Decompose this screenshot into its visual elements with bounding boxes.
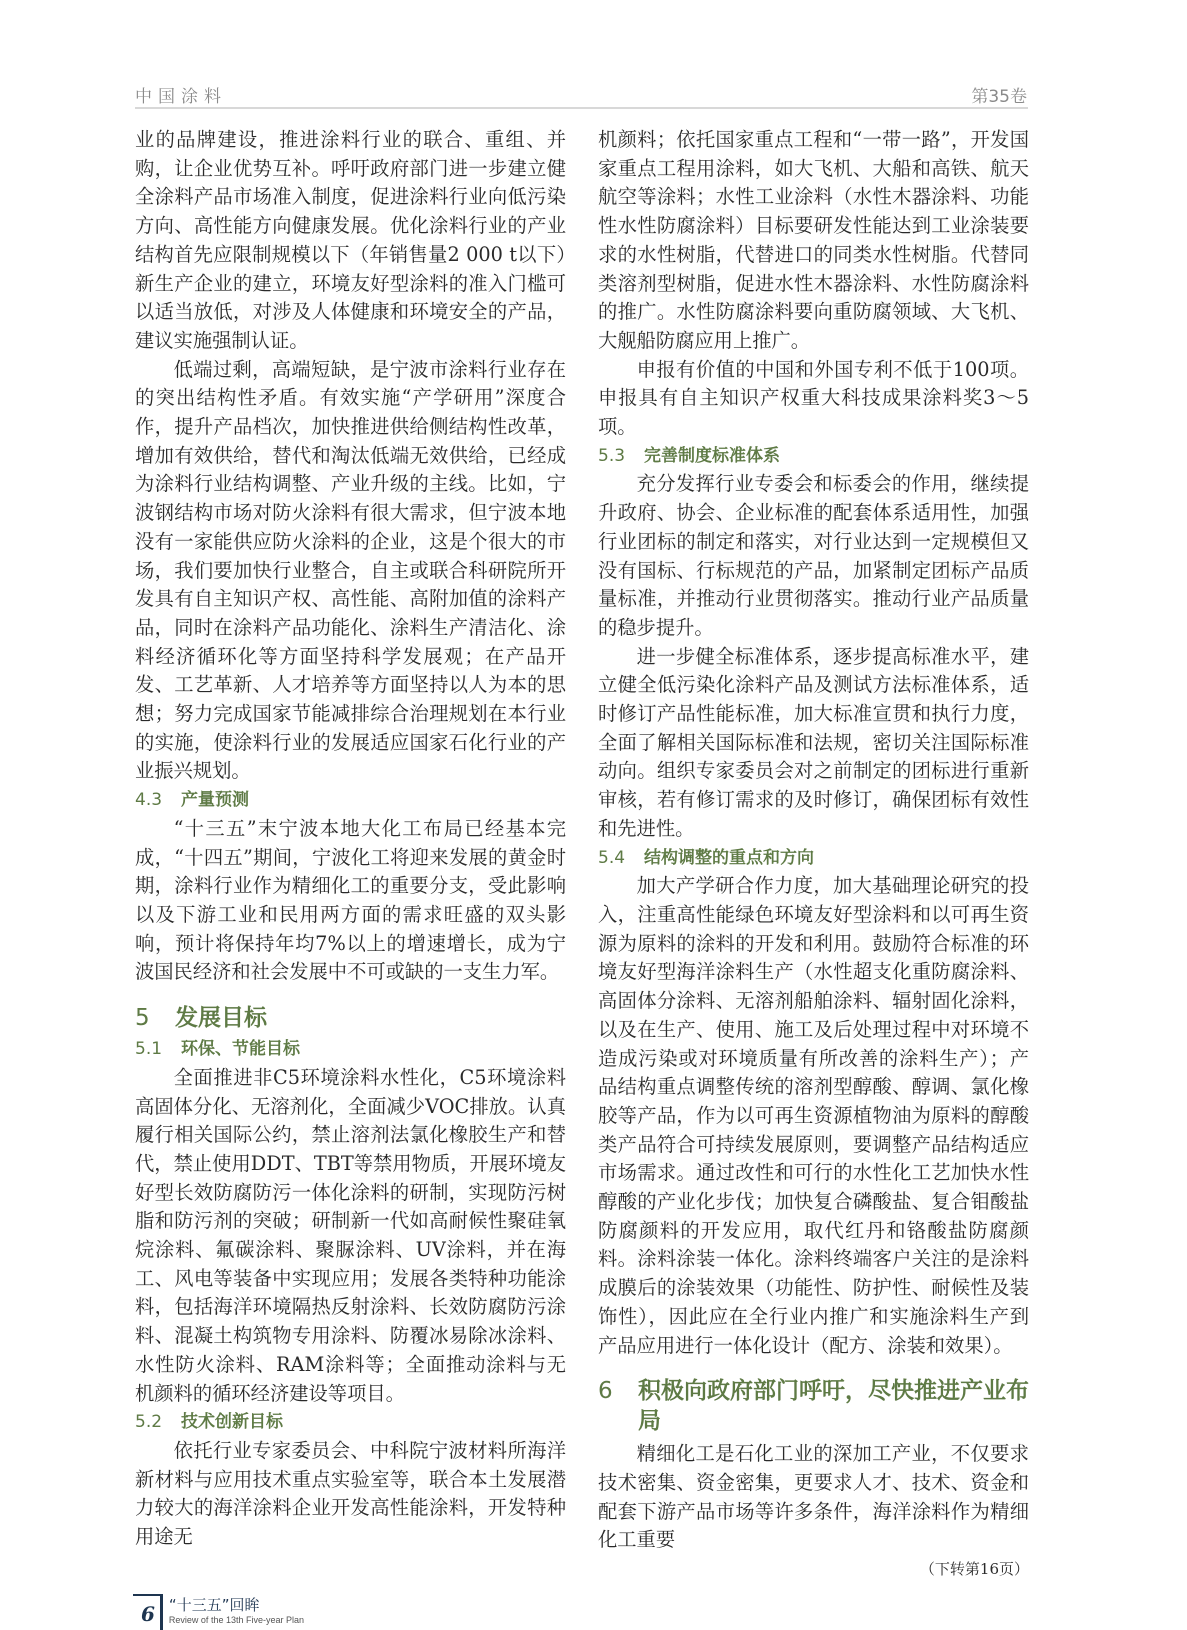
section-title: 积极向政府部门呼吁，尽快推进产业布局 xyxy=(638,1378,1029,1435)
section-heading-6 xyxy=(598,1376,1029,1436)
journal-name: 中国涂料 xyxy=(135,87,227,107)
section-title: 发展目标 xyxy=(175,1005,267,1032)
paragraph: 申报有价值的中国和外国专利不低于100项。申报具有自主知识产权重大科技成果涂料奖3～5项。 xyxy=(598,357,1029,439)
section-number: 5 xyxy=(135,1005,150,1032)
section-title: 技术创新目标 xyxy=(181,1412,283,1433)
page-footer xyxy=(133,1594,304,1630)
subsection-heading-4-3 xyxy=(135,786,566,815)
section-title: 结构调整的重点和方向 xyxy=(644,847,814,868)
section-number: 5.2 xyxy=(135,1412,163,1433)
volume-label: 第35卷 xyxy=(971,87,1027,107)
section-number: 5.3 xyxy=(598,445,626,466)
subsection-heading-5-1 xyxy=(135,1035,566,1064)
section-title: 产量预测 xyxy=(181,790,249,811)
paragraph: 机颜料；依托国家重点工程和“一带一路”，开发国家重点工程用涂料，如大飞机、大船和高铁、航天航空等涂料；水性工业涂料（水性木器涂料、功能性水性防腐涂料）目标要研发性能达到工业涂装要求的水性树脂，代替进口的同类水性树脂。代替同类溶剂型树脂，促进水性木器涂料、水性防腐涂料的推广。水性防腐涂料要向重防腐领域、大飞机、大舰船防腐应用上推广。 xyxy=(598,128,1029,352)
paragraph: 进一步健全标准体系，逐步提高标准水平，建立健全低污染化涂料产品及测试方法标准体系，适时修订产品性能标准，加大标准宣贯和执行力度，全面了解相关国际标准和法规，密切关注国际标准动向。组织专家委员会对之前制定的团标进行重新审核，若有修订需求的及时修订，确保团标有效性和先进性。 xyxy=(598,644,1029,840)
section-heading-5 xyxy=(135,1003,566,1033)
section-number: 5.4 xyxy=(598,847,626,868)
paragraph: 充分发挥行业专委会和标委会的作用，继续提升政府、协会、企业标准的配套体系适用性，加强行业团标的制定和落实，对行业达到一定规模但又没有国标、行标规范的产品，加紧制定团标产品质量标准，并推动行业贯彻落实。推动行业产品质量的稳步提升。 xyxy=(598,472,1029,639)
header-rule xyxy=(135,107,1028,109)
subsection-heading-5-2 xyxy=(135,1408,566,1437)
section-number: 4.3 xyxy=(135,790,163,811)
paragraph: 业的品牌建设，推进涂料行业的联合、重组、并购，让企业优势互补。呼吁政府部门进一步建立健全涂料产品市场准入制度，促进涂料行业向低污染方向、高性能方向健康发展。优化涂料行业的产业结构首先应限制规模以下（年销售量2 000 t以下）新生产企业的建立，环境友好型涂料的准入门槛可以适当放低，对涉及人体健康和环境安全的产品，建议实施强制认证。 xyxy=(135,128,566,352)
column-title-cn: “十三五”回眸 xyxy=(168,1596,260,1614)
paragraph: 精细化工是石化工业的深加工产业，不仅要求技术密集、资金密集，更要求人才、技术、资金和配套下游产品市场等许多条件，海洋涂料作为精细化工重要 xyxy=(598,1442,1029,1552)
left-column xyxy=(135,126,566,1552)
column-title-en: Review of the 13th Five-year Plan xyxy=(168,1615,304,1625)
subsection-heading-5-3 xyxy=(598,442,1029,471)
section-number: 5.1 xyxy=(135,1039,163,1060)
paragraph: 依托行业专家委员会、中科院宁波材料所海洋新材料与应用技术重点实验室等，联合本土发展潜力较大的海洋涂料企业开发高性能涂料，开发特种用途无 xyxy=(135,1438,566,1549)
paragraph: 低端过剩，高端短缺，是宁波市涂料行业存在的突出结构性矛盾。有效实施“产学研用”深度合作，提升产品档次，加快推进供给侧结构性改革，增加有效供给，替代和淘汰低端无效供给，已经成为涂料行业结构调整、产业升级的主线。比如，宁波钢结构市场对防火涂料有很大需求，但宁波本地没有一家能供应防火涂料的企业，这是个很大的市场，我们要加快行业整合，自主或联合科研院所开发具有自主知识产权、高性能、高附加值的涂料产品，同时在涂料产品功能化、涂料生产清洁化、涂料经济循环化等方面坚持科学发展观；在产品开发、工艺革新、人才培养等方面坚持以人为本的思想；努力完成国家节能减排综合治理规划在本行业的实施，使涂料行业的发展适应国家石化行业的产业振兴规划。 xyxy=(135,357,566,783)
section-number: 6 xyxy=(598,1378,613,1405)
section-title: 完善制度标准体系 xyxy=(644,445,780,466)
right-column xyxy=(598,126,1029,1584)
subsection-heading-5-4 xyxy=(598,844,1029,873)
section-title: 环保、节能目标 xyxy=(181,1039,300,1060)
continued-note: （下转第16页） xyxy=(919,1560,1029,1579)
paragraph: 全面推进非C5环境涂料水性化，C5环境涂料高固体分化、无溶剂化，全面减少VOC排放。认真履行相关国际公约，禁止溶剂法氯化橡胶生产和替代，禁止使用DDT、TBT等禁用物质，开展环境友好型长效防腐防污一体化涂料的研制，实现防污树脂和防污剂的突破；研制新一代如高耐候性聚硅氧烷涂料、氟碳涂料、聚脲涂料、UV涂料，并在海工、风电等装备中实现应用；发展各类特种功能涂料，包括海洋环境隔热反射涂料、长效防腐防污涂料、混凝土构筑物专用涂料、防覆冰易除冰涂料、水性防火涂料、RAM涂料等；全面推动涂料与无机颜料的循环经济建设等项目。 xyxy=(135,1065,566,1405)
page-number: 6 xyxy=(133,1594,163,1630)
paragraph: 加大产学研合作力度，加大基础理论研究的投入，注重高性能绿色环境友好型涂料和以可再生资源为原料的涂料的开发和利用。鼓励符合标准的环境友好型海洋涂料生产（水性超支化重防腐涂料、高固体分涂料、无溶剂船舶涂料、辐射固化涂料，以及在生产、使用、施工及后处理过程中对环境不造成污染或对环境质量有所改善的涂料生产）；产品结构重点调整传统的溶剂型醇酸、醇调、氯化橡胶等产品，作为以可再生资源植物油为原料的醇酸类产品符合可持续发展原则，要调整产品结构适应市场需求。通过改性和可行的水性化工艺加快水性醇酸的产业化步伐；加快复合磷酸盐、复合钼酸盐防腐颜料的开发应用，取代红丹和铬酸盐防腐颜料。涂料涂装一体化。涂料终端客户关注的是涂料成膜后的涂装效果（功能性、防护性、耐候性及装饰性），因此应在全行业内推广和实施涂料生产到产品应用进行一体化设计（配方、涂装和效果）。 xyxy=(598,874,1029,1357)
paragraph: “十三五”末宁波本地大化工布局已经基本完成，“十四五”期间，宁波化工将迎来发展的黄金时期，涂料行业作为精细化工的重要分支，受此影响以及下游工业和民用两方面的需求旺盛的双头影响，预计将保持年均7%以上的增速增长，成为宁波国民经济和社会发展中不可或缺的一支生力军。 xyxy=(135,816,566,984)
